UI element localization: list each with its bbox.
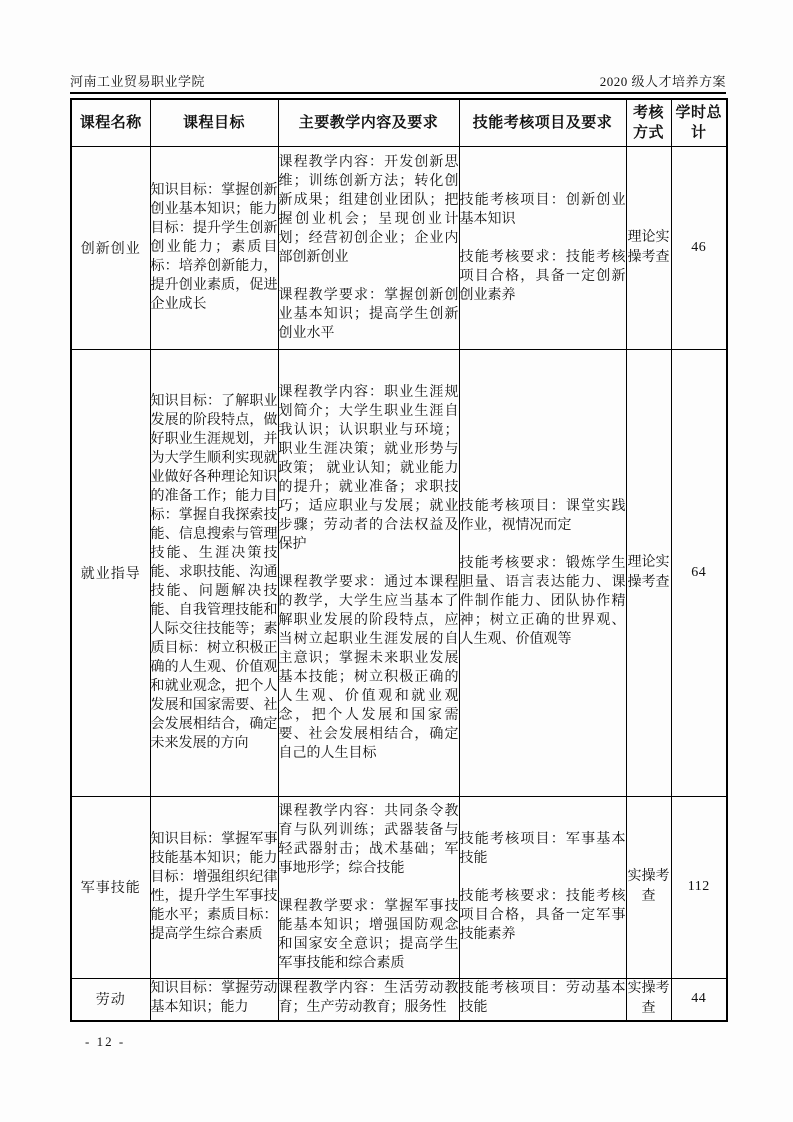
table-row <box>71 978 727 1021</box>
teaching-content <box>278 146 459 349</box>
page-number: - 12 - <box>85 1034 126 1049</box>
table-row <box>71 796 727 978</box>
header-rule <box>70 92 726 94</box>
assessment-method: 理论实操考查 <box>626 146 671 349</box>
course-name: 创新创业 <box>71 146 150 349</box>
table-row <box>71 146 727 349</box>
teaching-content-paragraph: 课程教学内容：共同条令教育与队列训练；武器装备与轻武器射击；战术基础；军事地形学；综合技能 <box>278 803 459 876</box>
course-name: 就业指导 <box>71 349 150 796</box>
teaching-content-paragraph: 课程教学内容：生活劳动教育；生产劳动教育；服务性 <box>278 980 459 1015</box>
assessment-item-paragraph: 技能考核项目：军事基本技能 <box>459 832 626 866</box>
course-name: 劳动 <box>71 978 150 1021</box>
header-program-title: 2020 级人才培养方案 <box>599 74 726 89</box>
skill-assessment <box>459 349 626 796</box>
col-header-assessment-method: 考核方式 <box>626 99 671 146</box>
total-hours: 46 <box>671 146 727 349</box>
assessment-item-paragraph: 技能考核项目：创新创业基本知识 <box>459 192 626 227</box>
course-objectives-clipped: 知识目标：掌握劳动基本知识；能力 <box>150 980 278 1015</box>
col-header-skill-assessment: 技能考核项目及要求 <box>459 99 626 146</box>
total-hours: 64 <box>671 349 727 796</box>
col-header-course-name: 课程名称 <box>71 99 150 146</box>
course-objectives: 知识目标：掌握军事技能基本知识；能力目标：增强组织纪律性，提升学生军事技能水平；素质目标：提高学生综合素质 <box>150 796 278 978</box>
page-header <box>70 71 726 90</box>
assessment-item-paragraph: 技能考核项目：课堂实践作业，视情况而定 <box>459 498 626 533</box>
course-objectives <box>150 978 278 1021</box>
skill-assessment <box>459 796 626 978</box>
teaching-content-paragraph: 课程教学内容：开发创新思维；训练创新方法；转化创新成果；组建创业团队；把握创业机会；呈现创业计划；经营初创企业；企业内部创新创业 <box>278 154 459 265</box>
curriculum-table <box>70 98 728 1022</box>
total-hours: 44 <box>671 978 727 1021</box>
course-objectives: 知识目标：掌握创新创业基本知识；能力目标：提升学生创新创业能力；素质目标：培养创新能力，提升创业素质，促进企业成长 <box>150 146 278 349</box>
skill-assessment <box>459 978 626 1021</box>
course-objectives: 知识目标：了解职业发展的阶段特点，做好职业生涯规划，并为大学生顺利实现就业做好各种理论知识的准备工作；能力目标：掌握自我探索技能、信息搜索与管理技能、生涯决策技能、求职技能、沟通技能、问题解决技能、自我管理技能和人际交往技能等；素质目标：树立积极正确的人生观、价值观和就业观念，把个人发展和国家需要、社会发展相结合，确定未来发展的方向 <box>150 349 278 796</box>
assessment-requirement-paragraph: 技能考核要求：锻炼学生胆量、语言表达能力、课件制作能力、团队协作精神；树立正确的世界观、人生观、价值观等 <box>459 555 626 647</box>
assessment-requirement-paragraph: 技能考核要求：技能考核项目合格，具备一定创新创业素养 <box>459 249 626 303</box>
table-header-row <box>71 99 727 146</box>
assessment-method: 理论实操考查 <box>626 349 671 796</box>
teaching-requirements-paragraph: 课程教学要求：掌握创新创业基本知识；提高学生创新创业水平 <box>278 287 459 341</box>
table-row <box>71 349 727 796</box>
col-header-total-hours: 学时总计 <box>671 99 727 146</box>
header-school-name: 河南工业贸易职业学院 <box>70 74 206 89</box>
assessment-item-paragraph: 技能考核项目：劳动基本技能 <box>459 980 626 1015</box>
total-hours: 112 <box>671 796 727 978</box>
teaching-content-paragraph: 课程教学内容：职业生涯规划简介；大学生职业生涯自我认识；认识职业与环境；职业生涯决策；就业形势与政策； 就业认知；就业能力的提升；就业准备；求职技巧；适应职业与发展；就业步骤；劳动者的合法权益及保护 <box>278 384 459 552</box>
course-name: 军事技能 <box>71 796 150 978</box>
teaching-requirements-paragraph: 课程教学要求：掌握军事技能基本知识；增强国防观念和国家安全意识；提高学生军事技能和综合素质 <box>278 898 459 971</box>
assessment-requirement-paragraph: 技能考核要求：技能考核项目合格，具备一定军事技能素养 <box>459 889 626 942</box>
col-header-course-objectives: 课程目标 <box>150 99 278 146</box>
teaching-content <box>278 978 459 1021</box>
assessment-method: 实操考查 <box>626 796 671 978</box>
assessment-method: 实操考查 <box>626 978 671 1021</box>
teaching-content <box>278 796 459 978</box>
skill-assessment <box>459 146 626 349</box>
col-header-teaching-content: 主要教学内容及要求 <box>278 99 459 146</box>
teaching-requirements-paragraph: 课程教学要求：通过本课程的教学，大学生应当基本了解职业发展的阶段特点，应当树立起职业生涯发展的自主意识；掌握未来职业发展基本技能；树立积极正确的人生观、价值观和就业观念，把个人发展和国家需要、社会发展相结合，确定自己的人生目标 <box>278 574 459 761</box>
teaching-content <box>278 349 459 796</box>
